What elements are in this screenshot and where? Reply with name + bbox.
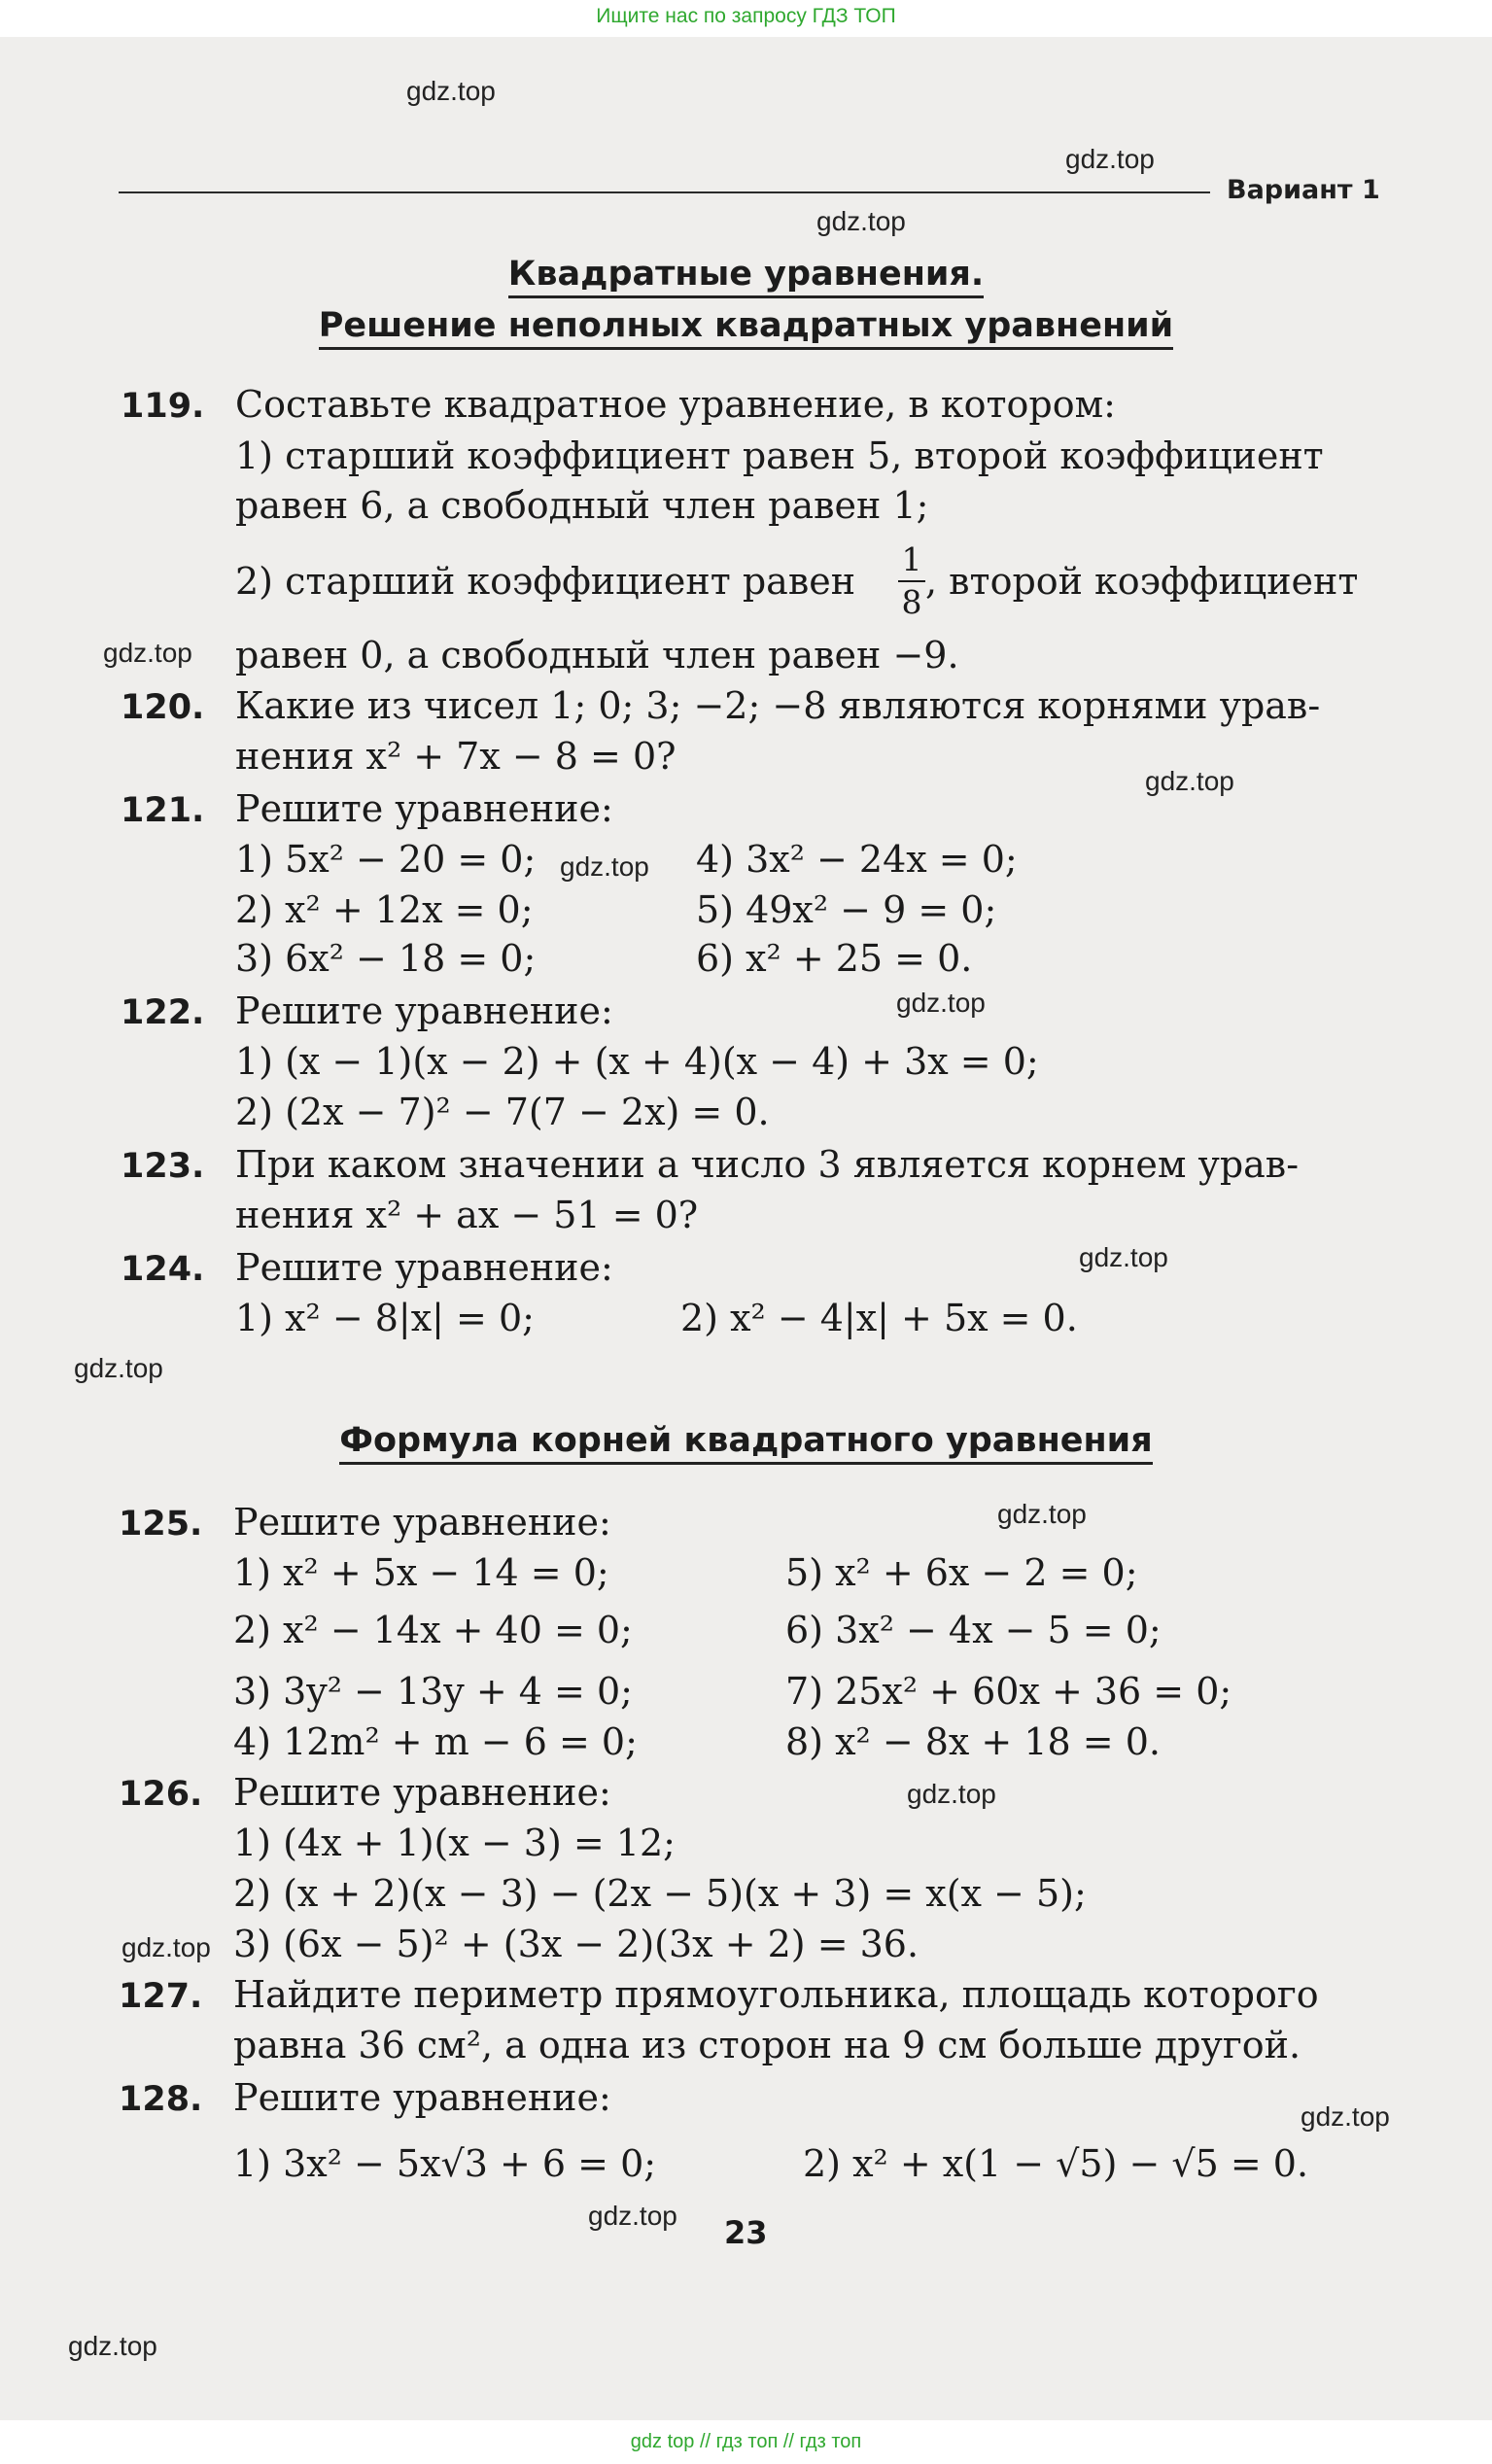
- equation-item: 8) x² − 8x + 18 = 0.: [785, 1720, 1161, 1763]
- problem-text: При каком значении a число 3 является корнем урав-: [235, 1143, 1300, 1186]
- top-banner: Ищите нас по запросу ГДЗ ТОП: [0, 0, 1492, 33]
- problem-number: 126.: [119, 1775, 203, 1814]
- equation-item: 1) (x − 1)(x − 2) + (x + 4)(x − 4) + 3x = 0;: [235, 1040, 1039, 1083]
- problem-number: 120.: [121, 688, 205, 727]
- problem-number: 122.: [121, 993, 205, 1032]
- problem-text: 2) старший коэффициент равен: [235, 560, 856, 603]
- watermark: gdz.top: [907, 1779, 996, 1809]
- problem-text: равна 36 см², а одна из сторон на 9 см больше другой.: [233, 2024, 1301, 2066]
- equation-item: 5) x² + 6x − 2 = 0;: [785, 1551, 1138, 1594]
- problem-number: 119.: [121, 387, 205, 426]
- equation-item: 1) 5x² − 20 = 0;: [235, 838, 537, 881]
- watermark: gdz.top: [1079, 1242, 1168, 1272]
- equation-item: 1) x² − 8|x| = 0;: [235, 1297, 535, 1339]
- equation-item: 2) x² + 12x = 0;: [235, 888, 534, 931]
- equation-item: 1) 3x² − 5x√3 + 6 = 0;: [233, 2142, 657, 2185]
- equation-item: 1) x² + 5x − 14 = 0;: [233, 1551, 609, 1594]
- problem-number: 127.: [119, 1977, 203, 2016]
- equation-item: 2) x² − 4|x| + 5x = 0.: [680, 1297, 1078, 1339]
- problem-number: 128.: [119, 2080, 203, 2119]
- section-title: Формула корней квадратного уравнения: [0, 1421, 1492, 1460]
- problem-text: Составьте квадратное уравнение, в котором:: [235, 383, 1116, 426]
- watermark: gdz.top: [121, 1932, 211, 1962]
- fraction-numerator: 1: [901, 540, 922, 578]
- watermark: gdz.top: [997, 1499, 1087, 1529]
- equation-item: 5) 49x² − 9 = 0;: [696, 888, 997, 931]
- page-number: 23: [724, 2214, 768, 2251]
- watermark: gdz.top: [1301, 2101, 1390, 2132]
- bottom-banner: gdz top // гдз топ // гдз топ: [0, 2420, 1492, 2464]
- problem-number: 123.: [121, 1147, 205, 1186]
- watermark: gdz.top: [896, 988, 986, 1018]
- problem-number: 121.: [121, 791, 205, 830]
- problem-text: Какие из чисел 1; 0; 3; −2; −8 являются корнями урав-: [235, 684, 1321, 727]
- problem-text: равен 0, а свободный член равен −9.: [235, 634, 959, 677]
- problem-number: 125.: [119, 1505, 203, 1544]
- watermark: gdz.top: [406, 76, 496, 106]
- equation-item: 2) x² − 14x + 40 = 0;: [233, 1609, 633, 1651]
- problem-text: 1) старший коэффициент равен 5, второй коэффициент: [235, 434, 1324, 477]
- problem-text: равен 6, а свободный член равен 1;: [235, 484, 929, 527]
- problem-text: , второй коэффициент: [925, 560, 1359, 603]
- problem-text: Решите уравнение:: [233, 1771, 611, 1814]
- problem-text: Решите уравнение:: [233, 1501, 611, 1544]
- watermark: gdz.top: [560, 851, 649, 882]
- equation-item: 3) 3y² − 13y + 4 = 0;: [233, 1670, 633, 1713]
- variant-label: Вариант 1: [1227, 175, 1380, 205]
- watermark: gdz.top: [588, 2201, 677, 2231]
- problem-text: Решите уравнение:: [233, 2076, 611, 2119]
- equation-item: 3) 6x² − 18 = 0;: [235, 937, 537, 980]
- equation-item: 4) 3x² − 24x = 0;: [696, 838, 1018, 881]
- equation-item: 1) (4x + 1)(x − 3) = 12;: [233, 1822, 676, 1864]
- equation-item: 2) (x + 2)(x − 3) − (2x − 5)(x + 3) = x(x − 5);: [233, 1872, 1087, 1915]
- equation-item: 6) x² + 25 = 0.: [696, 937, 973, 980]
- problem-text: нения x² + 7x − 8 = 0?: [235, 735, 677, 778]
- watermark: gdz.top: [1145, 766, 1234, 796]
- section-title: Квадратные уравнения.: [0, 255, 1492, 294]
- equation-item: 3) (6x − 5)² + (3x − 2)(3x + 2) = 36.: [233, 1923, 919, 1965]
- header-rule: [119, 191, 1210, 193]
- fraction-bar: [898, 580, 925, 582]
- watermark: gdz.top: [816, 206, 906, 236]
- watermark: gdz.top: [74, 1353, 163, 1383]
- watermark: gdz.top: [103, 638, 192, 668]
- fraction-denominator: 8: [901, 583, 922, 621]
- equation-item: 6) 3x² − 4x − 5 = 0;: [785, 1609, 1162, 1651]
- equation-item: 2) (2x − 7)² − 7(7 − 2x) = 0.: [235, 1091, 770, 1133]
- watermark: gdz.top: [68, 2331, 157, 2361]
- equation-item: 7) 25x² + 60x + 36 = 0;: [785, 1670, 1232, 1713]
- problem-text: Решите уравнение:: [235, 787, 613, 830]
- problem-text: Решите уравнение:: [235, 1246, 613, 1289]
- problem-number: 124.: [121, 1250, 205, 1289]
- equation-item: 2) x² + x(1 − √5) − √5 = 0.: [803, 2142, 1309, 2185]
- equation-item: 4) 12m² + m − 6 = 0;: [233, 1720, 638, 1763]
- problem-text: нения x² + ax − 51 = 0?: [235, 1194, 699, 1236]
- problem-text: Решите уравнение:: [235, 989, 613, 1032]
- watermark: gdz.top: [1065, 144, 1155, 174]
- problem-text: Найдите периметр прямоугольника, площадь которого: [233, 1973, 1319, 2016]
- section-subtitle: Решение неполных квадратных уравнений: [0, 306, 1492, 345]
